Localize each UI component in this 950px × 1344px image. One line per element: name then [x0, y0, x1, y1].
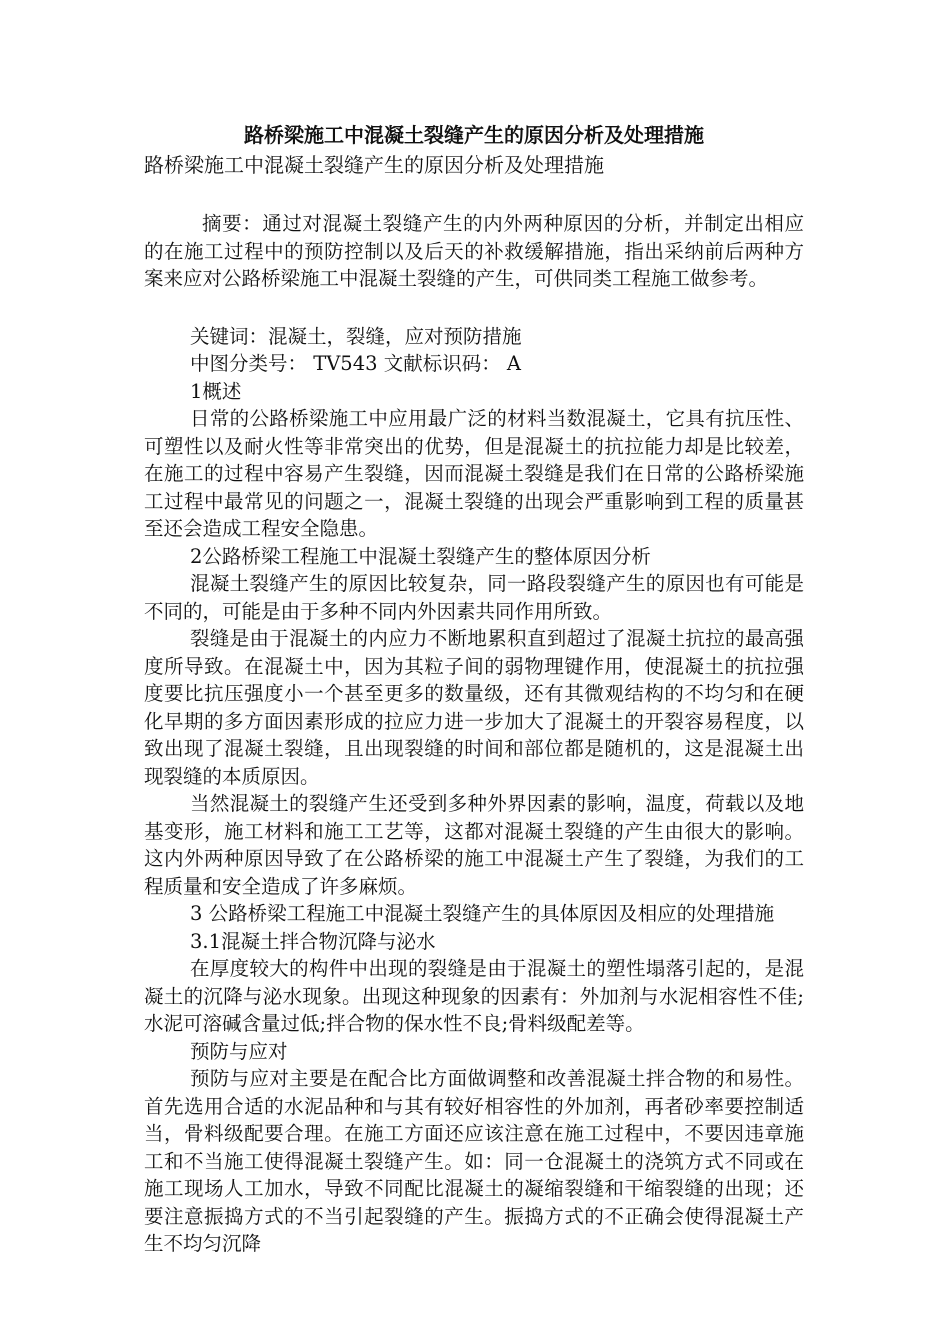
section-heading: 3 公路桥梁工程施工中混凝土裂缝产生的具体原因及相应的处理措施: [190, 902, 775, 925]
body-paragraph: 日常的公路桥梁施工中应用最广泛的材料当数混凝土，它具有抗压性、可塑性以及耐火性等非常突出的优势，但是混凝土的抗拉能力却是比较差，在施工的过程中容易产生裂缝，因而混凝土裂缝是我们在日常的公路桥梁施工过程中最常见的问题之一，混凝土裂缝的出现会严重影响到工程的质量甚至还会造成工程安全隐患。: [144, 407, 804, 540]
document-title: 路桥梁施工中混凝土裂缝产生的原因分析及处理措施: [244, 123, 704, 147]
spacer: [144, 180, 804, 210]
spacer: [144, 293, 804, 323]
body-paragraph: 混凝土裂缝产生的原因比较复杂，同一路段裂缝产生的原因也有可能是不同的，可能是由于多种不同内外因素共同作用所致。: [144, 572, 804, 623]
subsection-heading: 预防与应对: [190, 1039, 288, 1063]
classification-line: 中图分类号： TV543 文献标识码： A: [190, 352, 521, 375]
body-paragraph: 裂缝是由于混凝土的内应力不断地累积直到超过了混凝土抗拉的最高强度所导致。在混凝土中，因为其粒子间的弱物理键作用，使混凝土的抗拉强度要比抗压强度小一个甚至更多的数量级，还有其微观结构的不均匀和在硬化早期的多方面因素形成的拉应力进一步加大了混凝土的开裂容易程度，以致出现了混凝土裂缝，且出现裂缝的时间和部位都是随机的，这是混凝土出现裂缝的本质原因。: [144, 627, 804, 788]
body-paragraph: 预防与应对主要是在配合比方面做调整和改善混凝土拌合物的和易性。首先选用合适的水泥品种和与其有较好相容性的外加剂，再者砂率要控制适当，骨料级配要合理。在施工方面还应该注意在施工过程中，不要因违章施工和不当施工使得混凝土裂缝产生。如：同一仓混凝土的浇筑方式不同或在施工现场人工加水，导致不同配比混凝土的凝缩裂缝和干缩裂缝的出现；还要注意振捣方式的不当引起裂缝的产生。振捣方式的不正确会使得混凝土产生不均匀沉降: [144, 1067, 804, 1255]
keywords-line: 关键词：混凝土，裂缝，应对预防措施: [190, 324, 522, 348]
body-paragraph: 在厚度较大的构件中出现的裂缝是由于混凝土的塑性塌落引起的，是混凝土的沉降与泌水现象。出现这种现象的因素有：外加剂与水泥相容性不佳;水泥可溶碱含量过低;拌合物的保水性不良;骨料级配差等。: [144, 957, 804, 1035]
subsection-heading: 3.1混凝土拌合物沉降与泌水: [190, 929, 436, 953]
document-subtitle: 路桥梁施工中混凝土裂缝产生的原因分析及处理措施: [144, 153, 604, 177]
body-paragraph: 当然混凝土的裂缝产生还受到多种外界因素的影响，温度，荷载以及地基变形，施工材料和施工工艺等，这都对混凝土裂缝的产生由很大的影响。这内外两种原因导致了在公路桥梁的施工中混凝土产生了裂缝，为我们的工程质量和安全造成了许多麻烦。: [144, 792, 804, 898]
section-heading: 1概述: [190, 379, 242, 403]
section-heading: 2公路桥梁工程施工中混凝土裂缝产生的整体原因分析: [190, 544, 651, 568]
abstract-paragraph: 摘要：通过对混凝土裂缝产生的内外两种原因的分析，并制定出相应的在施工过程中的预防控制以及后天的补救缓解措施，指出采纳前后两种方案来应对公路桥梁施工中混凝土裂缝的产生，可供同类工程施工做参考。: [144, 212, 804, 290]
document-page: [144, 120, 804, 1258]
